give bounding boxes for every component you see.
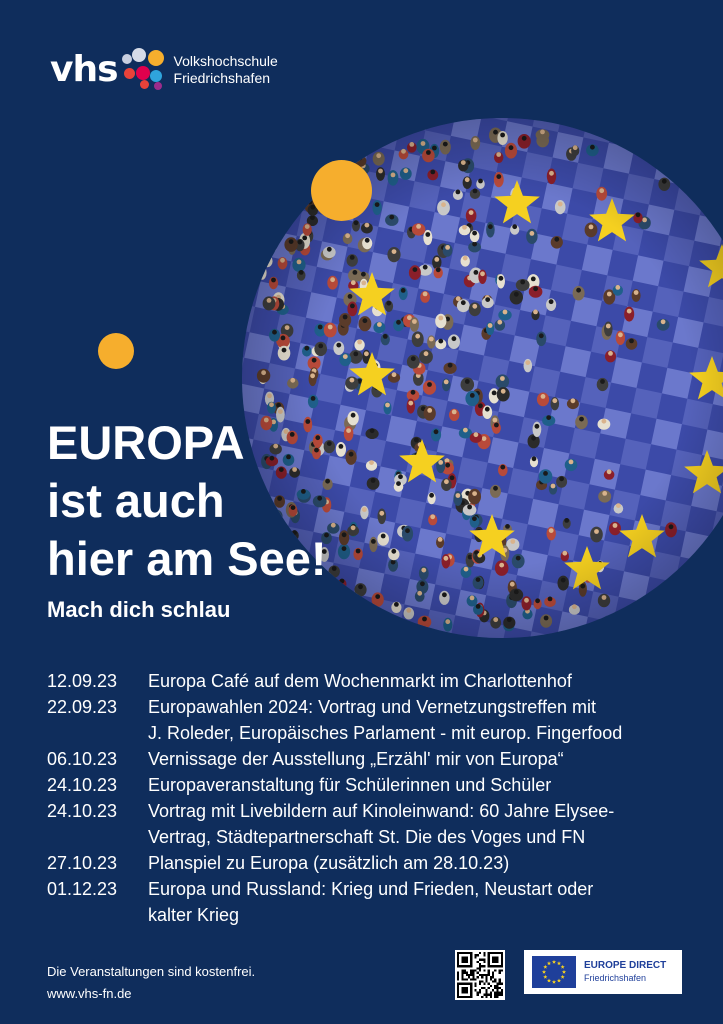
decorative-circle-large xyxy=(311,160,372,221)
event-item xyxy=(47,746,707,772)
event-date: 24.10.23 xyxy=(47,801,118,821)
vhs-logo xyxy=(50,46,278,94)
event-description: Planspiel zu Europa (zusätzlich am 28.10.23) xyxy=(148,853,510,873)
headline-line3: hier am See! xyxy=(47,532,327,585)
event-date: 24.10.23 xyxy=(47,775,118,795)
qr-code-graphic xyxy=(457,952,503,998)
event-list xyxy=(47,668,707,928)
event-item xyxy=(47,876,707,928)
qr-code-icon[interactable] xyxy=(455,950,505,1000)
headline-line2: ist auch xyxy=(47,474,225,527)
decorative-circle-small xyxy=(98,333,134,369)
website-link[interactable]: www.vhs-fn.de xyxy=(47,986,132,1001)
free-admission-note: Die Veranstaltungen sind kostenfrei. xyxy=(47,964,256,979)
event-description: Vernissage der Ausstellung „Erzähl' mir von Europa“ xyxy=(148,749,564,769)
headline xyxy=(47,414,327,588)
event-item xyxy=(47,850,707,876)
logo-mark: vhs xyxy=(50,49,118,90)
europe-direct-subtitle: Friedrichshafen xyxy=(584,973,647,983)
subline: Mach dich schlau xyxy=(47,597,231,622)
eu-flag-icon xyxy=(532,956,576,988)
event-date: 06.10.23 xyxy=(47,749,118,769)
event-date: 22.09.23 xyxy=(47,697,118,717)
event-item xyxy=(47,772,707,798)
europe-direct-badge xyxy=(524,950,682,994)
europe-direct-text xyxy=(584,959,666,985)
event-description: Europa Café auf dem Wochenmarkt im Charlottenhof xyxy=(148,671,572,691)
event-description: Europaveranstaltung für Schülerinnen und Schüler xyxy=(148,775,552,795)
footer-note xyxy=(47,961,255,1005)
logo-line2: Friedrichshafen xyxy=(173,70,271,86)
event-item xyxy=(47,798,707,850)
event-description: Vortrag mit Livebildern auf Kinoleinwand: 60 Jahre Elysee- Vertrag, Städtepartnerschaft St. Die des Voges und FN xyxy=(148,801,615,847)
event-description: Europawahlen 2024: Vortrag und Vernetzungstreffen mit J. Roleder, Europäisches Parlament - mit europ. Fingerfood xyxy=(148,697,623,743)
logo-dots-icon xyxy=(120,46,168,94)
event-description: Europa und Russland: Krieg und Frieden, Neustart oder kalter Krieg xyxy=(148,879,594,925)
event-date: 12.09.23 xyxy=(47,671,118,691)
event-item xyxy=(47,668,707,694)
logo-text xyxy=(174,53,278,87)
europe-direct-title: EUROPE DIRECT xyxy=(584,960,667,971)
event-date: 01.12.23 xyxy=(47,879,118,899)
headline-line1: EUROPA xyxy=(47,416,245,469)
logo-line1: Volkshochschule xyxy=(173,53,278,69)
event-item xyxy=(47,694,707,746)
event-date: 27.10.23 xyxy=(47,853,118,873)
